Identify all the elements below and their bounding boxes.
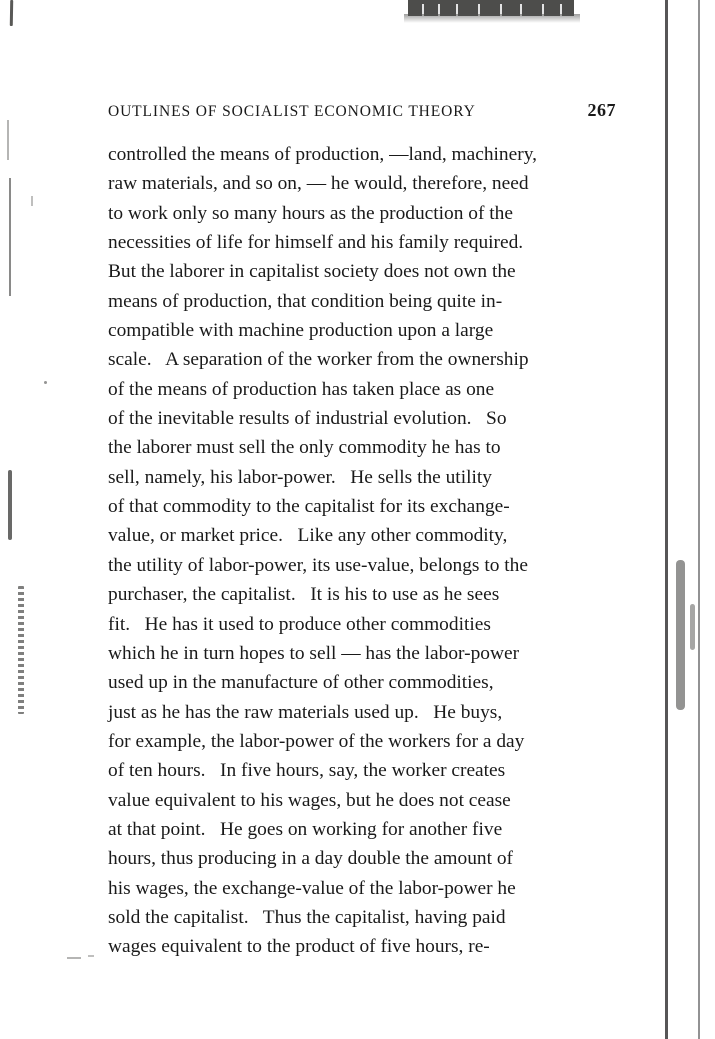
scan-artifact-mark	[10, 0, 13, 26]
scan-artifact-speck	[31, 196, 33, 206]
scan-artifact-mark	[9, 178, 11, 296]
scan-artifact-mark	[7, 120, 9, 160]
text-line: controlled the means of production, —land, machinery,	[108, 144, 537, 165]
text-line: means of production, that condition being quite in-	[108, 290, 503, 312]
text-line: at that point. He goes on working for another five	[108, 818, 503, 840]
text-line: of the inevitable results of industrial evolution. So	[108, 408, 507, 430]
text-line: used up in the manufacture of other commodities,	[108, 672, 494, 694]
running-head-title: OUTLINES OF SOCIALIST ECONOMIC THEORY	[108, 103, 476, 120]
text-line: sell, namely, his labor-power. He sells the utility	[108, 466, 492, 488]
text-line: value equivalent to his wages, but he does not cease	[108, 789, 511, 811]
text-line: purchaser, the capitalist. It is his to use as he sees	[108, 584, 500, 606]
text-line: the laborer must sell the only commodity he has to	[108, 437, 501, 459]
text-line: of ten hours. In five hours, say, the worker creates	[108, 760, 506, 782]
text-line: for example, the labor-power of the workers for a day	[108, 730, 525, 752]
page-left-margin	[0, 0, 26, 1039]
text-line: to work only so many hours as the production of the	[108, 202, 513, 224]
scan-artifact-speck	[88, 955, 94, 957]
text-line: just as he has the raw materials used up. He buys,	[108, 701, 503, 723]
scanner-shadow	[404, 14, 580, 23]
text-line: compatible with machine production upon a large	[108, 320, 494, 342]
text-line: But the laborer in capitalist society does not own the	[108, 261, 516, 283]
text-line: of that commodity to the capitalist for its exchange-	[108, 496, 510, 518]
scan-artifact-mark	[676, 560, 685, 710]
text-line: scale. A separation of the worker from the ownership	[108, 349, 529, 371]
page-number: 267	[587, 100, 616, 120]
text-line: raw materials, and so on, — he would, therefore, need	[108, 173, 529, 195]
scan-artifact-speck	[67, 957, 81, 959]
scan-artifact-mark	[18, 586, 24, 714]
text-line: the utility of labor-power, its use-value, belongs to the	[108, 554, 528, 576]
text-line: value, or market price. Like any other commodity,	[108, 525, 508, 547]
body-text-block	[108, 140, 620, 962]
scan-artifact-speck	[44, 381, 47, 384]
text-line: sold the capitalist. Thus the capitalist, having paid	[108, 906, 506, 928]
page-gutter-shadow	[698, 0, 700, 1039]
running-head	[108, 100, 616, 121]
scan-artifact-mark	[8, 470, 12, 540]
text-line: of the means of production has taken place as one	[108, 378, 495, 400]
text-line: which he in turn hopes to sell — has the labor-power	[108, 642, 520, 664]
text-line: wages equivalent to the product of five hours, re-	[108, 936, 490, 958]
text-line: necessities of life for himself and his family required.	[108, 232, 524, 254]
text-line: fit. He has it used to produce other commodities	[108, 613, 491, 635]
page-gutter-shadow	[665, 0, 668, 1039]
text-line: his wages, the exchange-value of the labor-power he	[108, 877, 516, 899]
text-line: hours, thus producing in a day double the amount of	[108, 848, 513, 870]
scan-artifact-mark	[690, 604, 695, 650]
